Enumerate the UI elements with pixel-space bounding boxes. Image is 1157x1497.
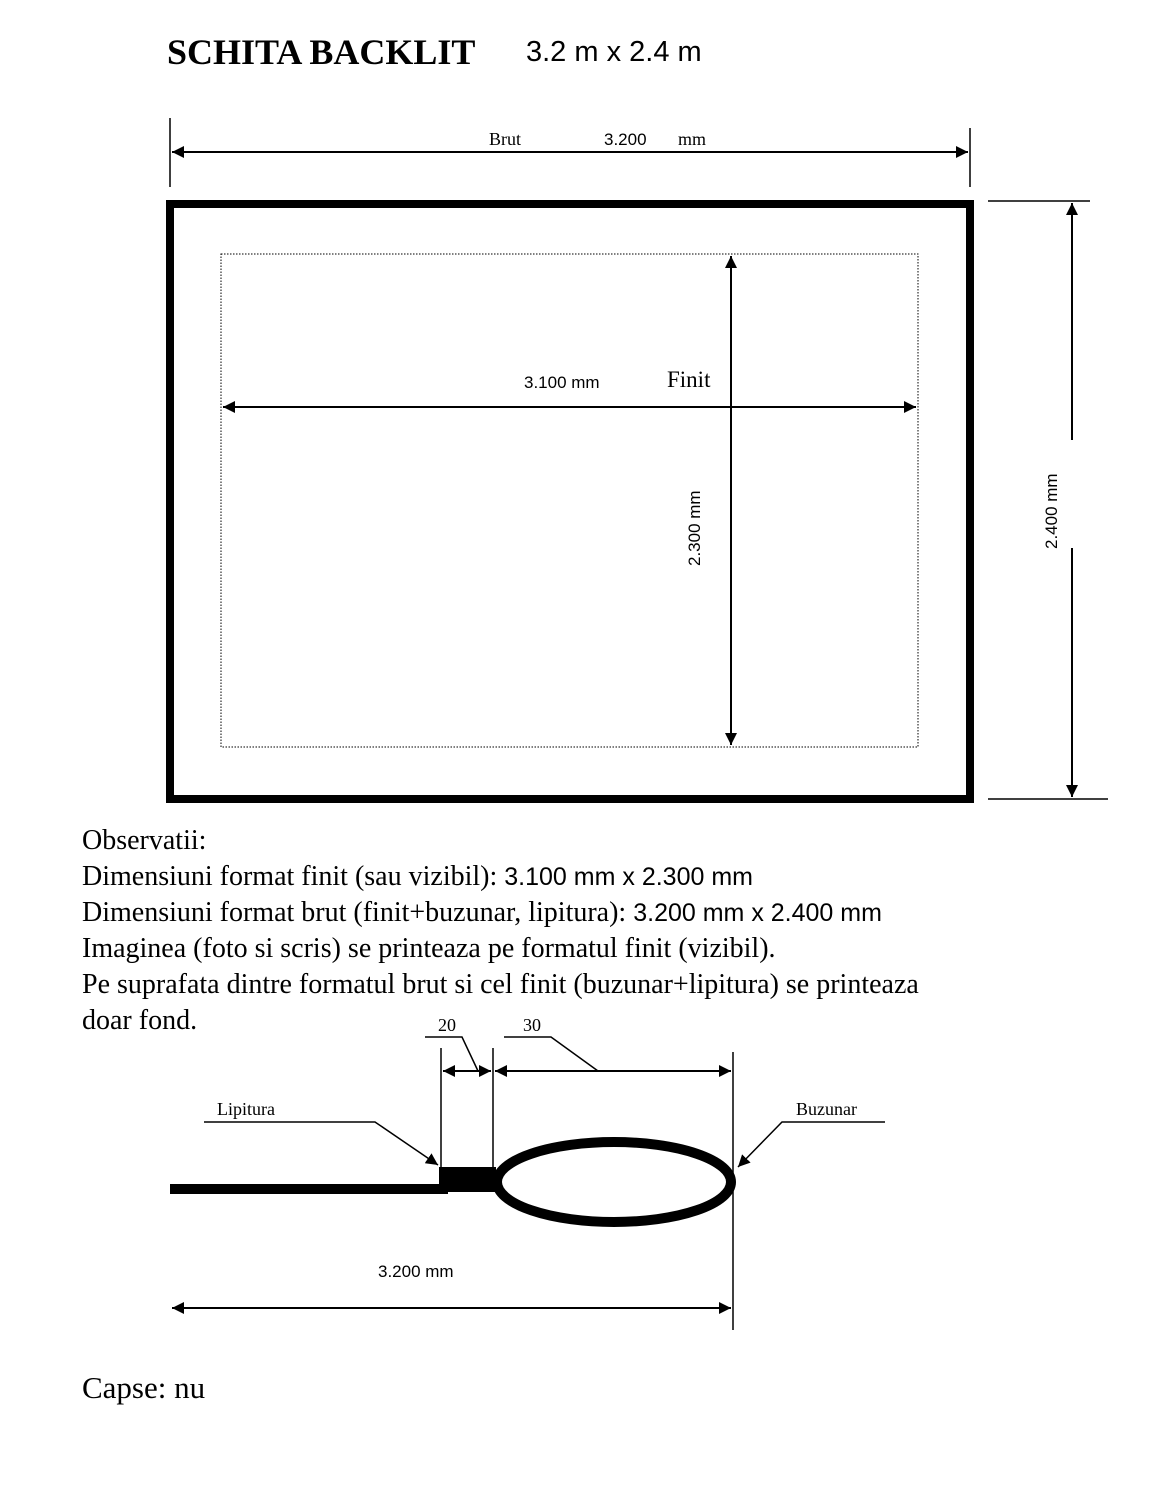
finit-width-value: 3.100 mm	[524, 373, 600, 392]
lipitura-width-value: 20	[438, 1015, 456, 1035]
brut-label: Brut	[489, 129, 522, 149]
finit-width-dimension	[223, 367, 916, 407]
pocket-cross-section	[170, 1015, 885, 1330]
observation-finit-value: 3.100 mm x 2.300 mm	[504, 863, 753, 891]
observation-brut-value: 3.200 mm x 2.400 mm	[633, 899, 882, 927]
brut-width-dimension	[170, 118, 970, 187]
observation-surface: Pe suprafata dintre formatul brut si cel finit (buzunar+lipitura) se printeaza	[82, 969, 919, 1000]
finit-label: Finit	[667, 367, 711, 392]
finit-area	[221, 254, 918, 747]
brut-height-value: 2.400 mm	[1042, 473, 1061, 549]
lipitura-label: Lipitura	[217, 1099, 275, 1119]
brut-frame	[170, 204, 970, 799]
page-title: SCHITA BACKLIT	[167, 32, 476, 72]
observation-image: Imaginea (foto si scris) se printeaza pe formatul finit (vizibil).	[82, 933, 776, 964]
observations-heading: Observatii:	[82, 825, 207, 856]
total-width-value: 3.200 mm	[378, 1262, 454, 1281]
capse-note: Capse: nu	[82, 1370, 206, 1405]
finit-height-dimension	[685, 256, 731, 745]
observation-brut: Dimensiuni format brut (finit+buzunar, lipitura): 3.200 mm x 2.400 mm	[82, 897, 882, 928]
observation-background: doar fond.	[82, 1005, 198, 1036]
observations	[82, 823, 919, 1039]
buzunar-width-value: 30	[523, 1015, 541, 1035]
observation-finit: Dimensiuni format finit (sau vizibil): 3.100 mm x 2.300 mm	[82, 861, 753, 892]
lipitura-weld	[439, 1167, 496, 1192]
title-dimensions: 3.2 m x 2.4 m	[526, 36, 702, 68]
brut-width-unit: mm	[678, 129, 707, 149]
buzunar-label: Buzunar	[796, 1099, 857, 1119]
brut-height-dimension	[988, 201, 1108, 799]
buzunar-pocket	[497, 1142, 731, 1222]
finit-height-value: 2.300 mm	[685, 490, 704, 566]
brut-width-value: 3.200	[604, 130, 647, 149]
